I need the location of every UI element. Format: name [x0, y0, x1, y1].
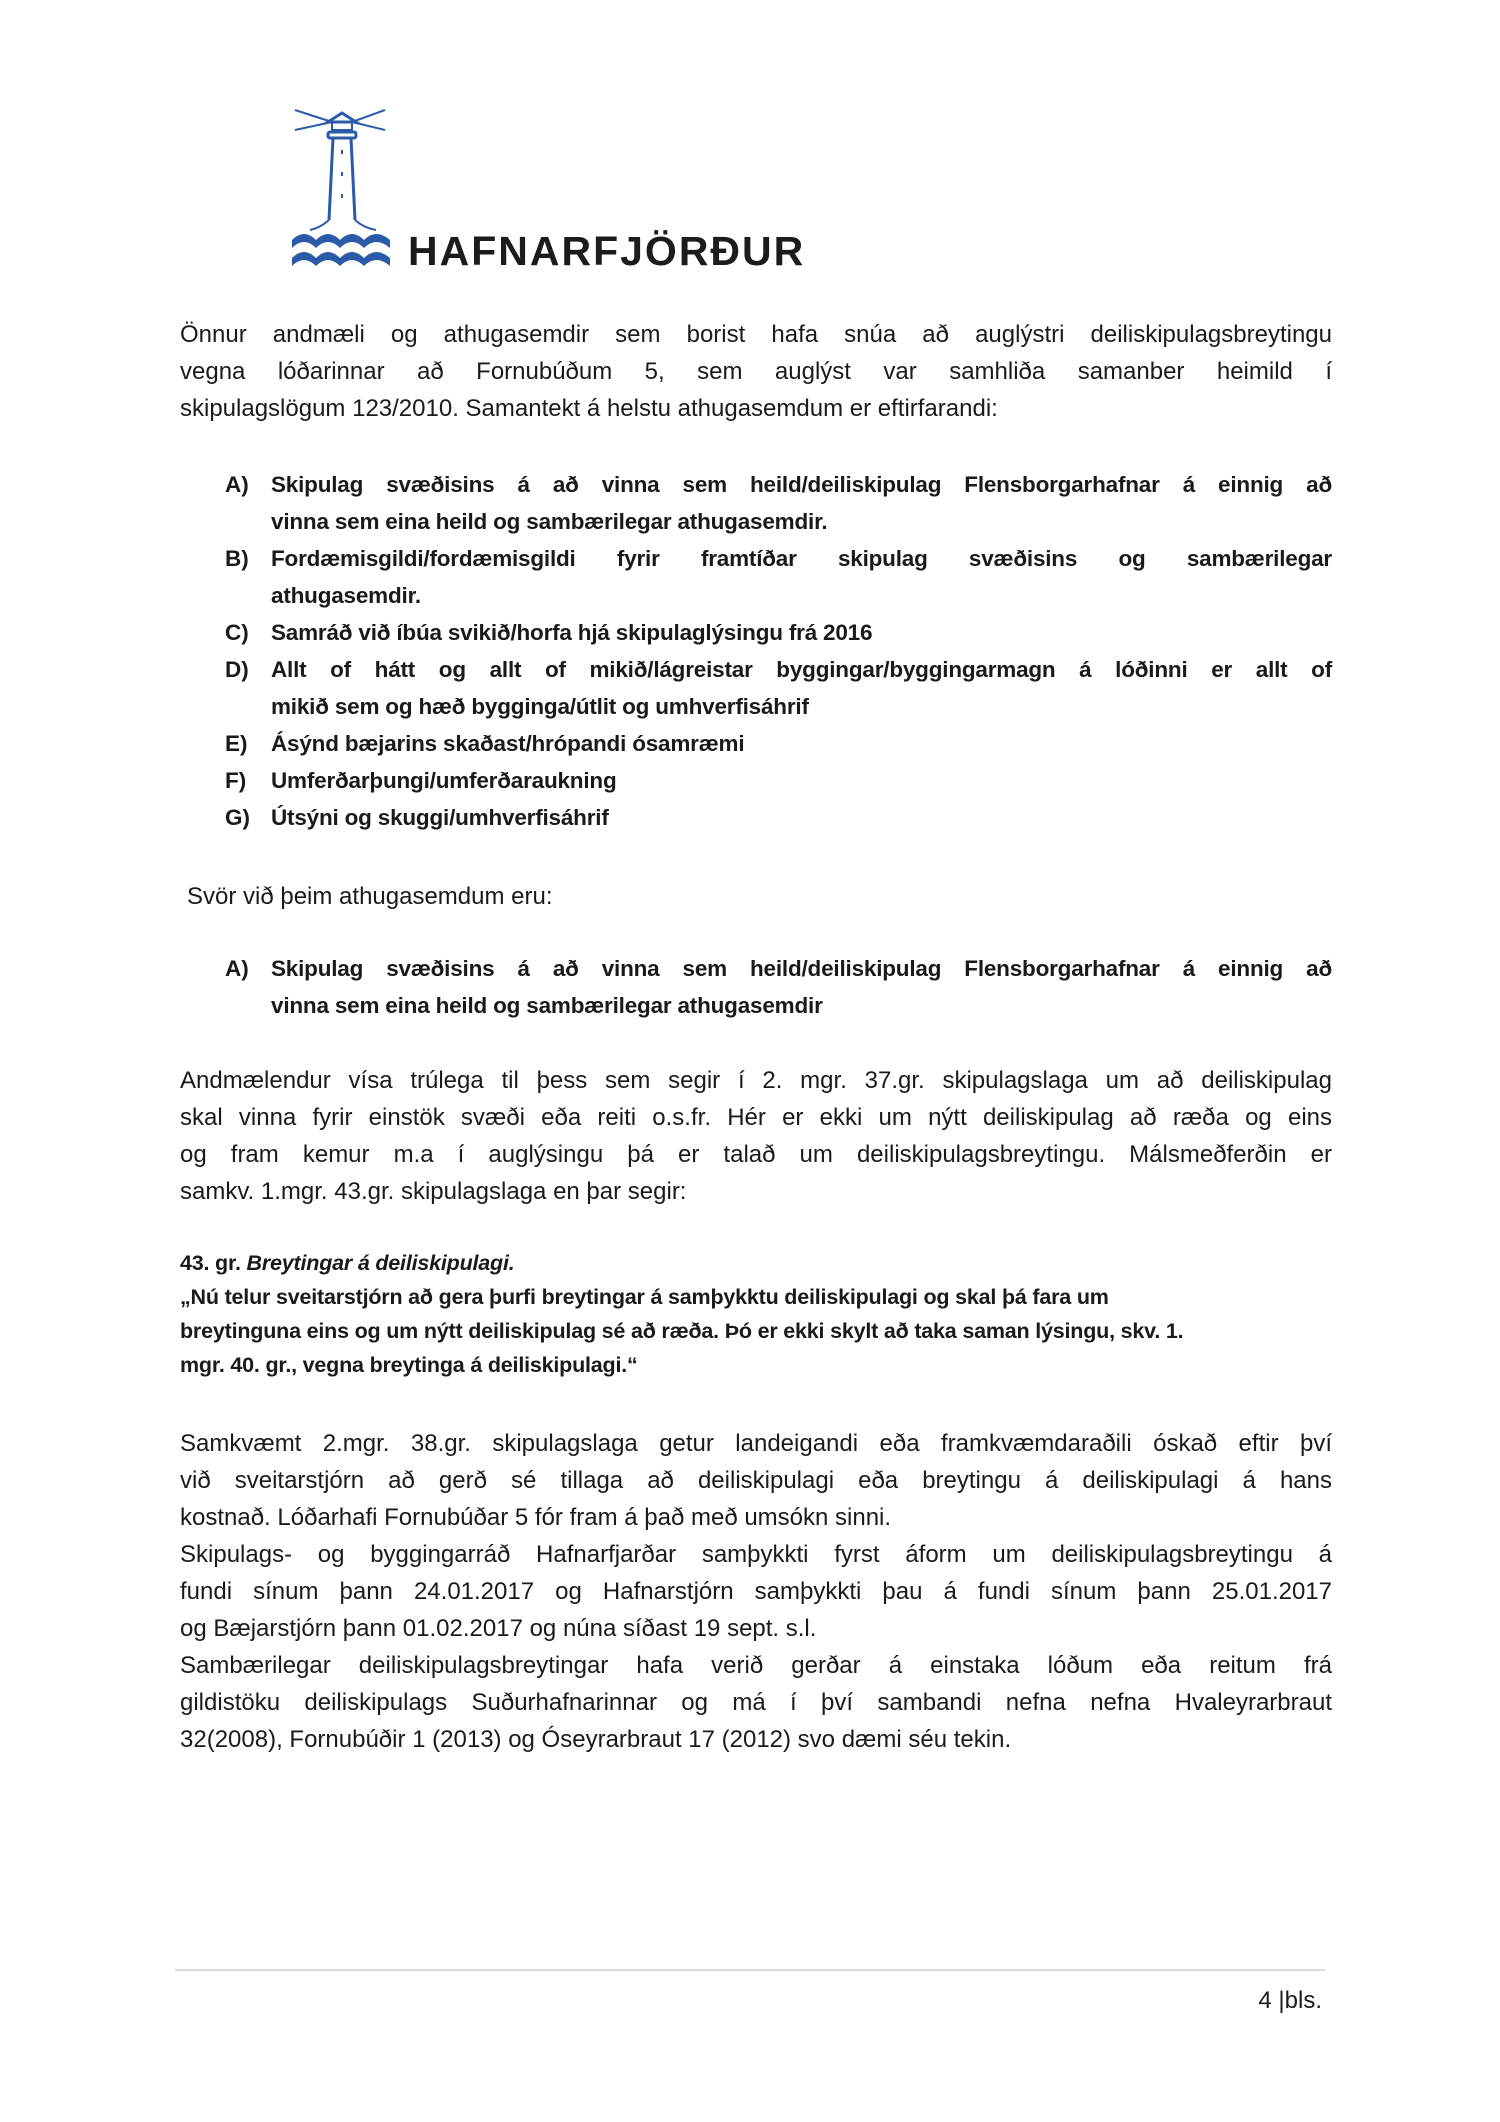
- text-line: vegna lóðarinnar að Fornubúðum 5, sem auglýst var samhliða samanber heimild í: [180, 358, 1332, 385]
- text-line: samkv. 1.mgr. 43.gr. skipulagslaga en þar segir:: [180, 1178, 687, 1205]
- answer-a: [180, 950, 1332, 1024]
- hafnarfjordur-logo: [290, 100, 806, 274]
- text-line: mgr. 40. gr., vegna breytinga á deiliskipulagi.“: [180, 1353, 638, 1377]
- list-label: E): [225, 731, 248, 756]
- list-item: [180, 799, 1332, 836]
- objections-list: [180, 466, 1332, 836]
- list-item: [180, 540, 1332, 614]
- law-title: Breytingar á deiliskipulagi.: [246, 1251, 515, 1275]
- list-label: D): [225, 657, 249, 682]
- text-line: Útsýni og skuggi/umhverfisáhrif: [271, 805, 609, 830]
- text-line: og fram kemur m.a í auglýsingu þá er talað um deiliskipulagsbreytingu. Málsmeðferðin er: [180, 1141, 1332, 1168]
- answer-paragraph: [180, 1062, 1332, 1210]
- text-line: vinna sem eina heild og sambærilegar athugasemdir.: [271, 509, 828, 534]
- list-item: [180, 651, 1332, 725]
- text-line: Allt of hátt og allt of mikið/lágreistar byggingar/byggingarmagn á lóðinni er allt of: [271, 657, 1332, 682]
- text-line: Svör við þeim athugasemdum eru:: [187, 883, 553, 910]
- text-line: 32(2008), Fornubúðir 1 (2013) og Óseyrarbraut 17 (2012) svo dæmi séu tekin.: [180, 1726, 1012, 1753]
- list-label: B): [225, 546, 249, 571]
- list-label: A): [225, 472, 249, 497]
- page-label: |bls.: [1278, 1987, 1322, 2014]
- list-item: [180, 762, 1332, 799]
- text-line: Skipulag svæðisins á að vinna sem heild/deiliskipulag Flensborgarhafnar á einnig að: [271, 472, 1332, 497]
- text-line: skal vinna fyrir einstök svæði eða reiti o.s.fr. Hér er ekki um nýtt deiliskipulag að ræða og eins: [180, 1104, 1332, 1131]
- lighthouse-icon: [290, 100, 400, 272]
- list-item: [180, 614, 1332, 651]
- page-number-value: 4: [1258, 1987, 1272, 2014]
- text-line: Andmælendur vísa trúlega til þess sem segir í 2. mgr. 37.gr. skipulagslaga um að deiliskipulag: [180, 1067, 1332, 1094]
- text-line: Önnur andmæli og athugasemdir sem borist hafa snúa að auglýstri deiliskipulagsbreytingu: [180, 321, 1332, 348]
- text-line: gildistöku deiliskipulags Suðurhafnarinnar og má í því sambandi nefna nefna Hvaleyrarbraut: [180, 1689, 1332, 1716]
- text-line: Fordæmisgildi/fordæmisgildi fyrir framtíðar skipulag svæðisins og sambærilegar: [271, 546, 1332, 571]
- list-item: [180, 950, 1332, 1024]
- list-item: [180, 466, 1332, 540]
- list-item: [180, 725, 1332, 762]
- text-line: Sambærilegar deiliskipulagsbreytingar hafa verið gerðar á einstaka lóðum eða reitum frá: [180, 1652, 1332, 1679]
- list-label: F): [225, 768, 247, 793]
- logo-text: HAFNARFJÖRÐUR: [408, 228, 806, 274]
- text-line: vinna sem eina heild og sambærilegar athugasemdir: [271, 993, 823, 1018]
- intro-paragraph: [180, 316, 1332, 427]
- footer-divider: [175, 1969, 1325, 1971]
- text-line: Samráð við íbúa svikið/horfa hjá skipulaglýsingu frá 2016: [271, 620, 873, 645]
- text-line: kostnað. Lóðarhafi Fornubúðar 5 fór fram á það með umsókn sinni.: [180, 1504, 892, 1531]
- text-line: Ásýnd bæjarins skaðast/hrópandi ósamræmi: [271, 731, 745, 756]
- text-line: skipulagslögum 123/2010. Samantekt á helstu athugasemdum er eftirfarandi:: [180, 395, 998, 422]
- text-line: Samkvæmt 2.mgr. 38.gr. skipulagslaga getur landeigandi eða framkvæmdaraðili óskað eftir því: [180, 1430, 1332, 1457]
- list-label: G): [225, 805, 250, 830]
- list-label: C): [225, 620, 249, 645]
- text-line: breytinguna eins og um nýtt deiliskipulag sé að ræða. Þó er ekki skylt að taka saman lýsingu, skv. 1.: [180, 1319, 1184, 1343]
- text-line: mikið sem og hæð bygginga/útlit og umhverfisáhrif: [271, 694, 809, 719]
- text-line: Skipulags- og byggingarráð Hafnarfjarðar samþykkti fyrst áform um deiliskipulagsbreytingu á: [180, 1541, 1332, 1568]
- text-line: við sveitarstjórn að gerð sé tillaga að deiliskipulagi eða breytingu á deiliskipulagi á hans: [180, 1467, 1332, 1494]
- text-line: Umferðarþungi/umferðaraukning: [271, 768, 617, 793]
- text-line: athugasemdir.: [271, 583, 421, 608]
- list-label: A): [225, 956, 249, 981]
- text-line: fundi sínum þann 24.01.2017 og Hafnarstjórn samþykkti þau á fundi sínum þann 25.01.2017: [180, 1578, 1332, 1605]
- text-line: „Nú telur sveitarstjórn að gera þurfi breytingar á samþykktu deiliskipulagi og skal þá fara um: [180, 1285, 1109, 1309]
- closing-paragraph: [180, 1425, 1332, 1758]
- text-line: og Bæjarstjórn þann 01.02.2017 og núna síðast 19 sept. s.l.: [180, 1615, 817, 1642]
- page-number: [1258, 1982, 1322, 2019]
- text-line: Skipulag svæðisins á að vinna sem heild/deiliskipulag Flensborgarhafnar á einnig að: [271, 956, 1332, 981]
- answers-intro: [187, 878, 1339, 915]
- law-quote: [180, 1246, 1332, 1382]
- law-number: 43. gr.: [180, 1251, 241, 1275]
